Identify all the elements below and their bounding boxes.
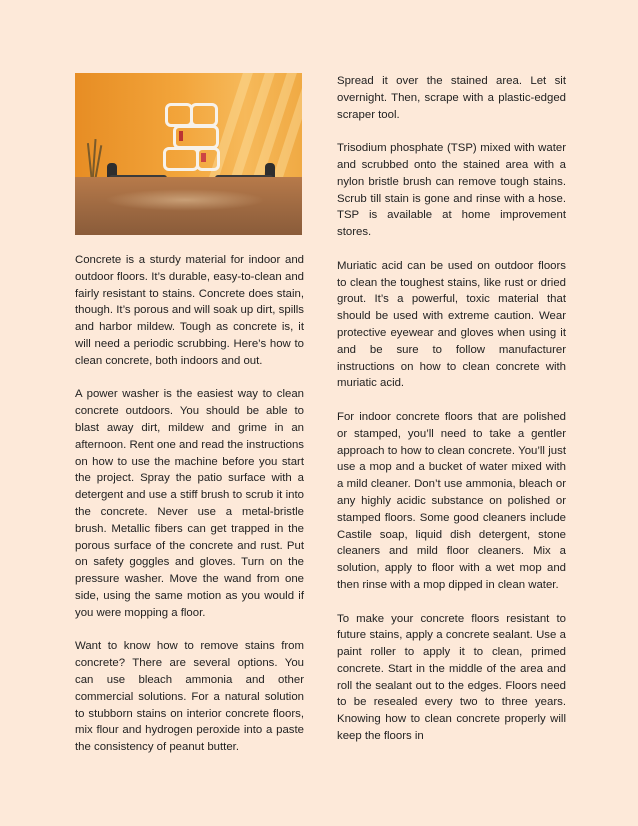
book (179, 131, 183, 141)
paragraph: Concrete is a sturdy material for indoor and outdoor floors. It’s durable, easy-to-clean and fairly resistant to stains. Concrete does stain, though. It’s porous and will soak up dirt, spills and harbor mildew. Tough as concrete is, it will need a periodic scrubbing. Here’s how to clean concrete, both indoors and out. (75, 254, 304, 367)
right-column (337, 73, 566, 762)
left-column (75, 252, 304, 773)
paragraph: A power washer is the easiest way to clean concrete outdoors. You should be able to blast away dirt, mildew and grime in an afternoon. Rent one and read the instructions on how to use the machine before you start the project. Spray the patio surface with a detergent and use a stiff brush to scrub it into the concrete. Never use a metal-bristle brush. Metallic fibers can get trapped in the porous surface of the concrete and rust. Put on safety goggles and gloves. Turn on the pressure washer. Move the wand from one side, using the same motion as you would if you were mopping a floor. (75, 388, 304, 619)
wall-shelf (196, 147, 220, 171)
book (201, 153, 206, 162)
paragraph: To make your concrete floors resistant to future stains, apply a concrete sealant. Use a paint roller to apply it to clean, primed concrete. Start in the middle of the area and roll the sealant out to the edges. Floors need to be resealed every two to three years. Knowing how to clean concrete properly will keep the floors in (337, 612, 566, 743)
wall-shelf (165, 103, 193, 127)
wall-shelf (190, 103, 218, 127)
room-photo (75, 73, 302, 235)
paragraph: Trisodium phosphate (TSP) mixed with water and scrubbed onto the stained area with a nylon bristle brush can remove tough stains. Scrub till stain is gone and rinse with a hose. TSP is available at home improvement stores. (337, 142, 566, 239)
wall-shelf (163, 147, 199, 171)
paragraph: Want to know how to remove stains from concrete? There are several options. You can use bleach ammonia and other commercial solutions. For a natural solution to stubborn stains on interior concrete floors, mix flour and hydrogen peroxide into a paste the consistency of peanut butter. (75, 640, 304, 754)
floor (75, 177, 302, 235)
paragraph: Spread it over the stained area. Let sit overnight. Then, scrape with a plastic-edged scraper tool. (337, 75, 566, 121)
paragraph: For indoor concrete floors that are polished or stamped, you’ll need to take a gentler approach to how to clean concrete. You’ll just use a mop and a bucket of water mixed with a mild cleaner. Don’t use ammonia, bleach or any highly acidic substance on polished or stamped floors. Some good cleaners include Castile soap, liquid dish detergent, stone cleaners and mild floor cleaners. Mix a solution, apply to floor with a wet mop and then rinse with a mop dipped in clean water. (337, 410, 566, 591)
paragraph: Muriatic acid can be used on outdoor floors to clean the toughest stains, like rust or dried grout. It’s a powerful, toxic material that should be used with extreme caution. Wear protective eyewear and gloves when using it and be sure to follow manufacturer instructions on how to clean concrete with muriatic acid. (337, 259, 566, 390)
